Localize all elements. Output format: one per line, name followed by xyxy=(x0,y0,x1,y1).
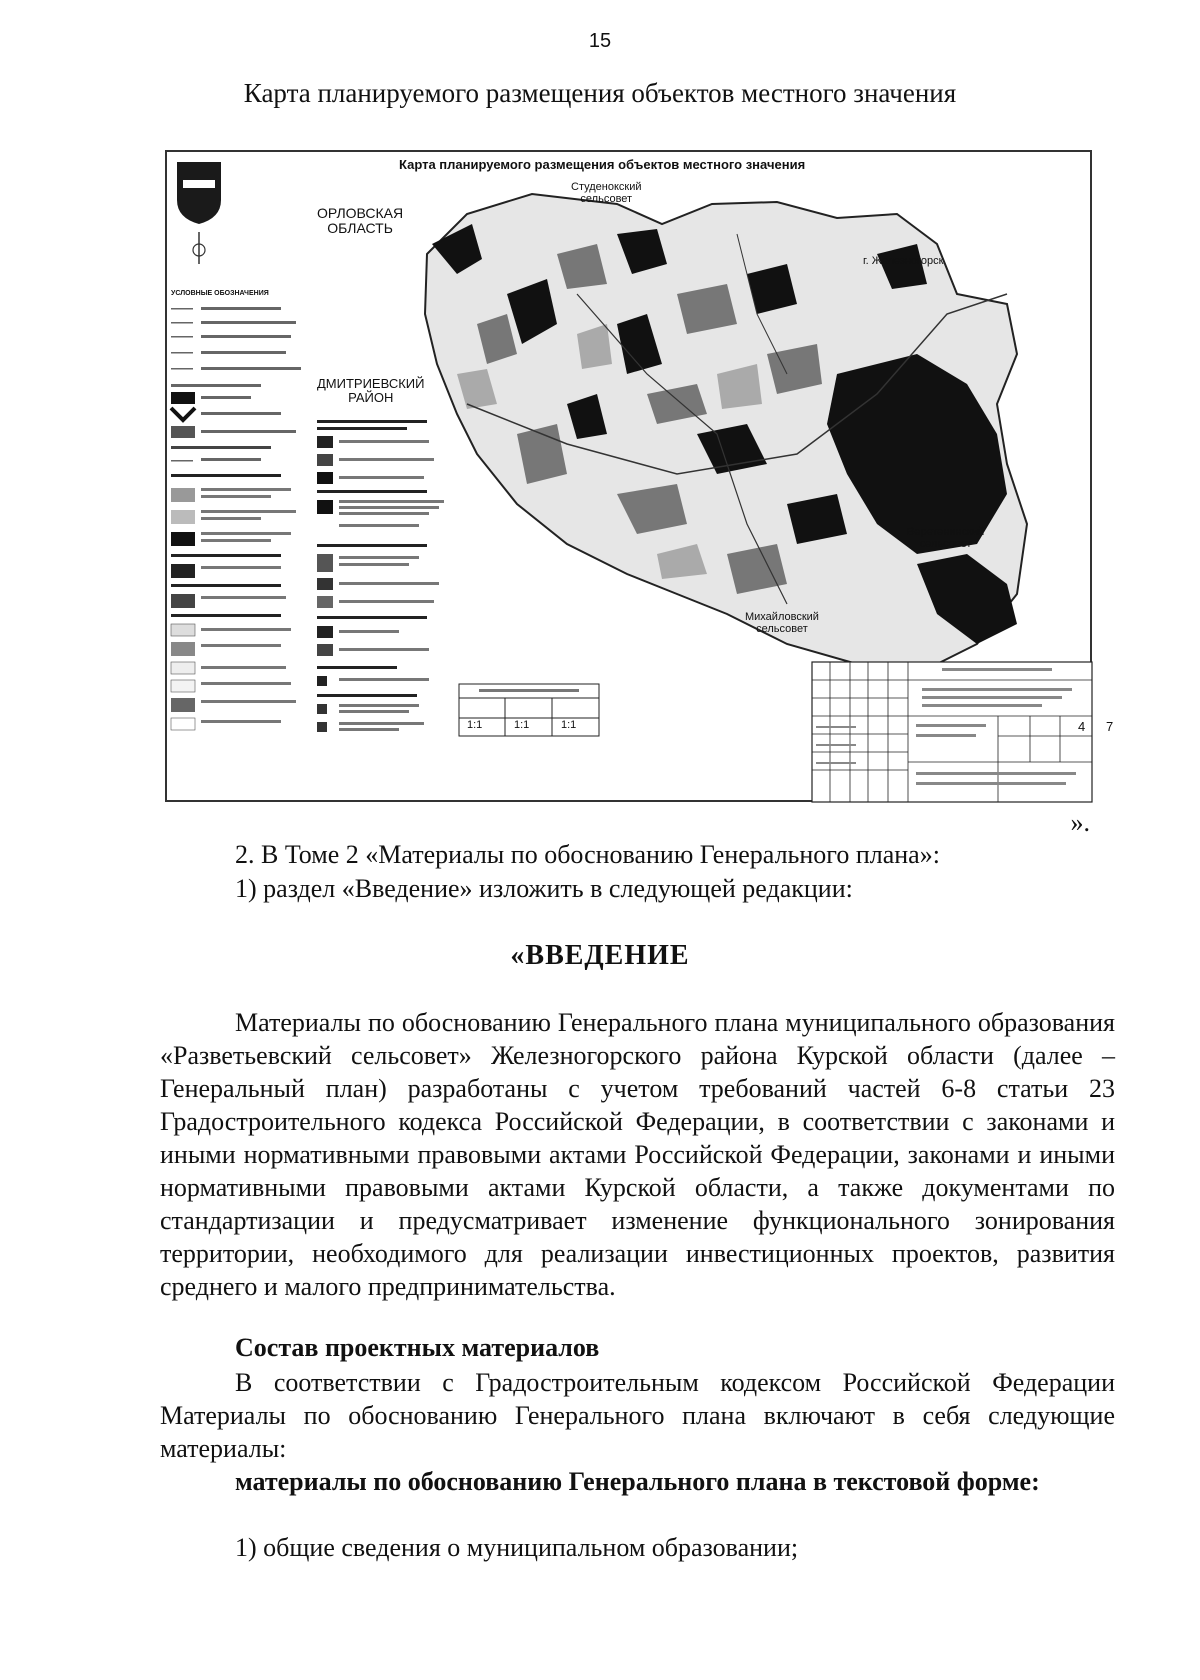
intro-paragraph: Материалы по обоснованию Генерального плана муниципального образования «Разветьевский сельсовет» Железногорского района Курской области (далее – Генеральный план) разработаны с учетом требований частей 6-8 статьи 23 Градостроительного кодекса Российской Федерации, в соответствии с законами и иными нормативными правовыми актами Российской Федерации, законами и иными нормативными правовыми актами Курской области, а также документами по стандартизации и предусматривает изменение функционального зонирования территории, необходимого для реализации инвестиционных проектов, развития среднего и малого предпринимательства. xyxy=(160,1008,1115,1301)
title-block-stamp xyxy=(812,662,1092,802)
composition-paragraph: В соответствии с Градостроительным кодексом Российской Федерации Материалы по обоснованию Генерального плана включают в себя следующие материалы: xyxy=(160,1368,1115,1463)
scale-mark-2: 1:1 xyxy=(514,719,530,731)
amendment-item-2: 2. В Томе 2 «Материалы по обоснованию Генерального плана»: xyxy=(235,840,940,869)
place-label-zheleznogorsk: г. Железногорск xyxy=(863,255,944,267)
list-item-1: 1) общие сведения о муниципальном образовании; xyxy=(235,1533,799,1562)
subheading-composition: Состав проектных материалов xyxy=(235,1333,600,1362)
page-number: 15 xyxy=(588,30,612,52)
amendment-item-2-1: 1) раздел «Введение» изложить в следующей редакции: xyxy=(235,874,853,903)
place-label-orel-region: ОРЛОВСКАЯ ОБЛАСТЬ xyxy=(317,205,404,236)
place-label-veretenino: Веретенинский сельсовет xyxy=(907,526,985,550)
closing-quote: ». xyxy=(1070,808,1090,837)
place-label-dmitriev: ДМИТРИЕВСКИЙ РАЙОН xyxy=(317,376,425,405)
coat-of-arms-icon xyxy=(173,160,225,270)
territory-map xyxy=(317,174,1097,694)
scale-mark-1: 1:1 xyxy=(467,719,483,731)
map-title: Карта планируемого размещения объектов местного значения xyxy=(399,157,806,172)
map-caption: Карта планируемого размещения объектов местного значения xyxy=(243,78,957,108)
stamp-sheet-total: 7 xyxy=(1106,719,1114,734)
place-label-studenok: Студенокский сельсовет xyxy=(571,181,642,205)
section-heading: «ВВЕДЕНИЕ xyxy=(510,940,690,971)
map-figure xyxy=(165,150,1114,802)
map-legend-left xyxy=(171,300,311,780)
place-label-mikhaylovsky: Михайловский сельсовет xyxy=(745,611,819,635)
legend-heading: УСЛОВНЫЕ ОБОЗНАЧЕНИЯ xyxy=(171,290,269,297)
scale-mark-3: 1:1 xyxy=(561,719,577,731)
stamp-sheet-number: 4 xyxy=(1078,719,1086,734)
textual-materials-heading: материалы по обоснованию Генерального плана в текстовой форме: xyxy=(235,1467,1040,1496)
